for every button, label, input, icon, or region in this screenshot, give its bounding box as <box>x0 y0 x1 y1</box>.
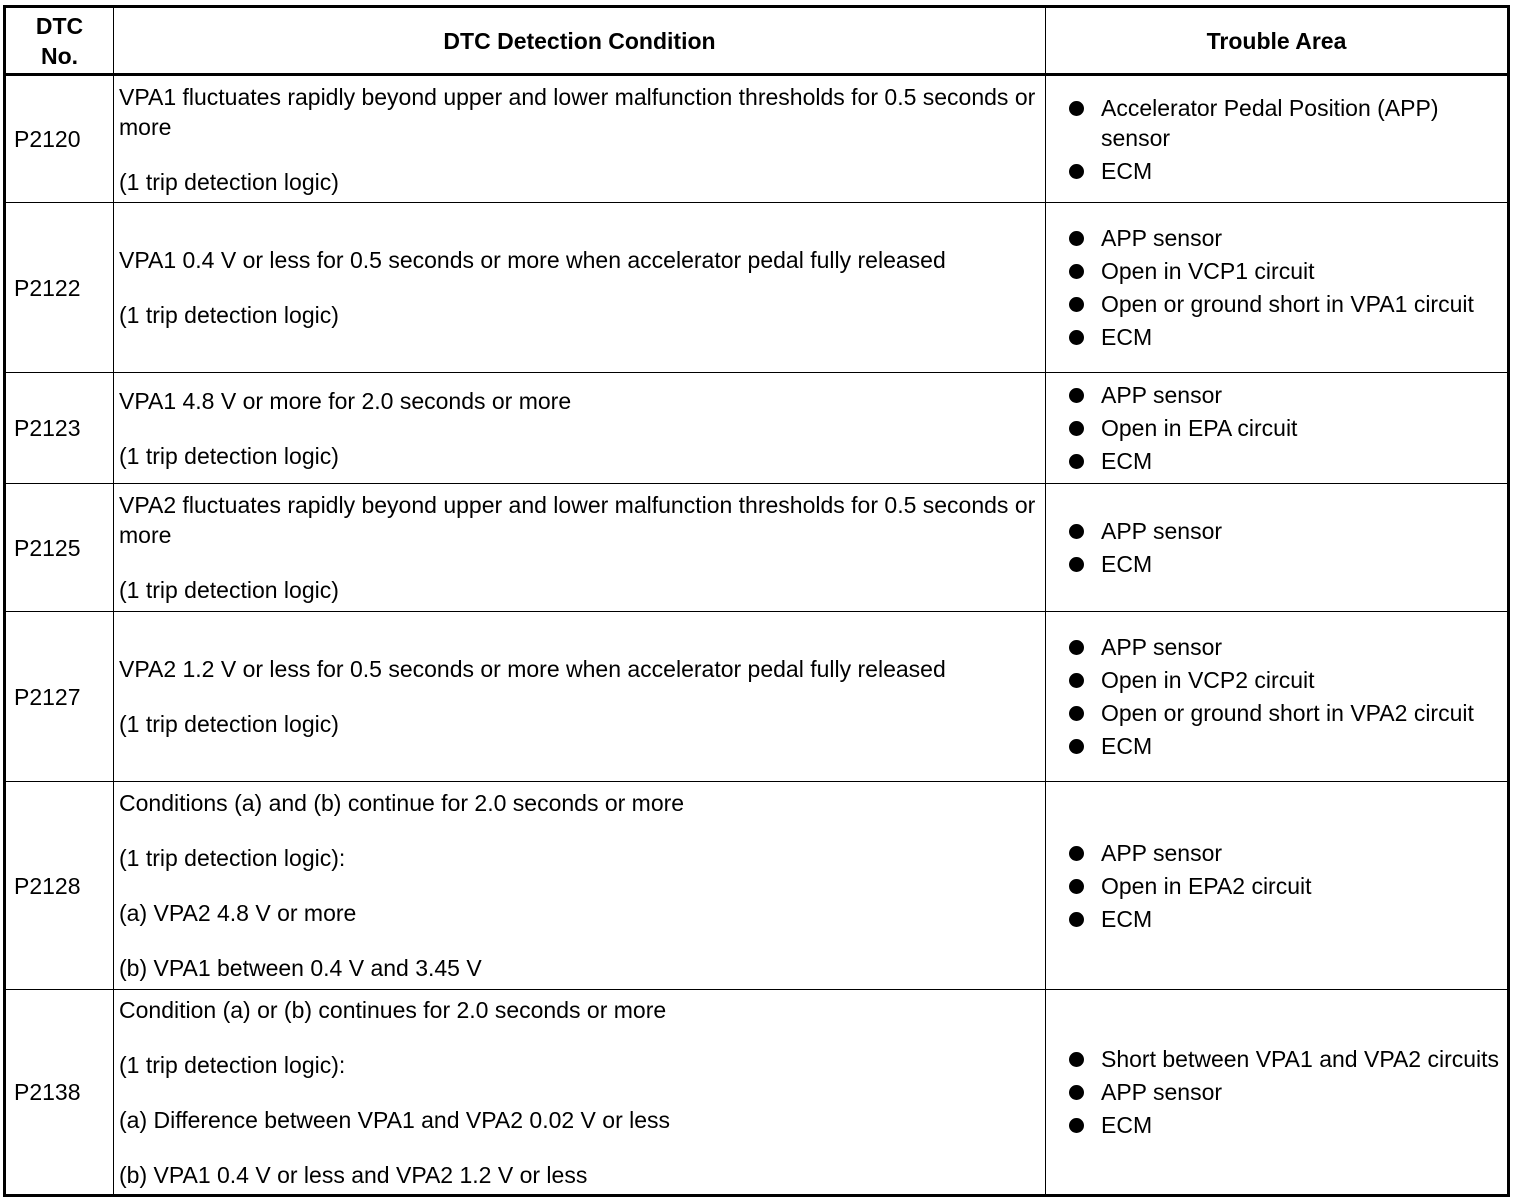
trouble-area-cell <box>1046 373 1509 484</box>
condition-line: (a) VPA2 4.8 V or more <box>119 900 357 926</box>
bullet-icon <box>1069 164 1084 179</box>
trouble-area-list <box>1066 516 1501 579</box>
list-item <box>1066 871 1501 901</box>
bullet-icon <box>1069 264 1084 279</box>
trouble-area-text: Open in VCP1 circuit <box>1101 258 1315 284</box>
bullet-icon <box>1069 524 1084 539</box>
condition-line: (1 trip detection logic) <box>119 442 339 469</box>
trouble-area-list <box>1066 223 1501 352</box>
trouble-area-text: APP sensor <box>1101 839 1223 866</box>
list-item <box>1066 1110 1501 1140</box>
detection-condition-cell <box>114 484 1046 612</box>
list-item <box>1066 446 1501 476</box>
trouble-area-cell <box>1046 75 1509 203</box>
condition-line: VPA1 0.4 V or less for 0.5 seconds or more when accelerator pedal fully released <box>119 247 946 273</box>
condition-line: Conditions (a) and (b) continue for 2.0 seconds or more <box>119 790 685 816</box>
bullet-icon <box>1069 1118 1084 1133</box>
trouble-area-cell <box>1046 782 1509 990</box>
condition-line: (1 trip detection logic): <box>119 845 346 871</box>
table-row <box>5 373 1509 484</box>
detection-condition-cell <box>114 612 1046 782</box>
list-item <box>1066 156 1501 186</box>
condition-line: VPA1 fluctuates rapidly beyond upper and lower malfunction thresholds for 0.5 seconds or more <box>119 83 1036 140</box>
bullet-icon <box>1069 706 1084 721</box>
list-item <box>1066 93 1501 153</box>
header-trouble-area: Trouble Area <box>1046 7 1509 75</box>
condition-line: (1 trip detection logic) <box>119 711 339 737</box>
list-item <box>1066 698 1501 728</box>
trouble-area-text: Open in VCP2 circuit <box>1101 667 1315 693</box>
trouble-area-text: Accelerator Pedal Position (APP) sensor <box>1101 94 1439 151</box>
trouble-area-list <box>1066 838 1501 934</box>
bullet-icon <box>1069 330 1084 345</box>
trouble-area-text: ECM <box>1101 157 1153 184</box>
list-item <box>1066 665 1501 695</box>
condition-line: (1 trip detection logic) <box>119 168 339 195</box>
detection-condition-cell <box>114 373 1046 484</box>
trouble-area-text: Open or ground short in VPA2 circuit <box>1101 700 1474 726</box>
bullet-icon <box>1069 846 1084 861</box>
detection-condition-cell <box>114 990 1046 1196</box>
list-item <box>1066 413 1501 443</box>
condition-line: (b) VPA1 between 0.4 V and 3.45 V <box>119 955 482 981</box>
bullet-icon <box>1069 673 1084 688</box>
trouble-area-text: ECM <box>1101 733 1153 759</box>
condition-line: VPA2 fluctuates rapidly beyond upper and lower malfunction thresholds for 0.5 seconds or more <box>119 492 1036 548</box>
list-item <box>1066 904 1501 934</box>
detection-condition-cell <box>114 203 1046 373</box>
list-item <box>1066 1044 1501 1074</box>
trouble-area-cell <box>1046 203 1509 373</box>
bullet-icon <box>1069 739 1084 754</box>
dtc-code: P2120 <box>5 75 114 203</box>
table-row <box>5 990 1509 1196</box>
bullet-icon <box>1069 454 1084 469</box>
trouble-area-text: APP sensor <box>1101 225 1223 251</box>
table-row <box>5 203 1509 373</box>
trouble-area-cell <box>1046 484 1509 612</box>
dtc-code: P2125 <box>5 484 114 612</box>
bullet-icon <box>1069 912 1084 927</box>
condition-line: (b) VPA1 0.4 V or less and VPA2 1.2 V or less <box>119 1161 588 1188</box>
dtc-code: P2128 <box>5 782 114 990</box>
trouble-area-text: APP sensor <box>1101 1079 1223 1105</box>
table-header <box>5 7 1509 75</box>
trouble-area-text: APP sensor <box>1101 382 1223 408</box>
table-row <box>5 75 1509 203</box>
list-item <box>1066 322 1501 352</box>
dtc-table <box>3 5 1510 1197</box>
bullet-icon <box>1069 1052 1084 1067</box>
condition-line: Condition (a) or (b) continues for 2.0 seconds or more <box>119 996 667 1023</box>
list-item <box>1066 632 1501 662</box>
bullet-icon <box>1069 388 1084 403</box>
trouble-area-text: ECM <box>1101 448 1153 474</box>
bullet-icon <box>1069 879 1084 894</box>
condition-line: VPA1 4.8 V or more for 2.0 seconds or more <box>119 387 572 414</box>
condition-line: (1 trip detection logic) <box>119 577 339 603</box>
trouble-area-text: APP sensor <box>1101 634 1223 660</box>
dtc-code: P2122 <box>5 203 114 373</box>
trouble-area-cell <box>1046 990 1509 1196</box>
dtc-code: P2138 <box>5 990 114 1196</box>
condition-line: (1 trip detection logic): <box>119 1051 346 1078</box>
list-item <box>1066 256 1501 286</box>
table-body <box>5 75 1509 1196</box>
header-detection-condition: DTC Detection Condition <box>114 7 1046 75</box>
bullet-icon <box>1069 557 1084 572</box>
list-item <box>1066 516 1501 546</box>
table-row <box>5 484 1509 612</box>
dtc-code: P2123 <box>5 373 114 484</box>
trouble-area-text: ECM <box>1101 1112 1153 1138</box>
condition-line: (1 trip detection logic) <box>119 302 339 328</box>
list-item <box>1066 380 1501 410</box>
trouble-area-list <box>1066 632 1501 761</box>
trouble-area-text: ECM <box>1101 324 1153 350</box>
list-item <box>1066 1077 1501 1107</box>
bullet-icon <box>1069 231 1084 246</box>
trouble-area-list <box>1066 93 1501 186</box>
header-row <box>5 7 1509 75</box>
trouble-area-text: Short between VPA1 and VPA2 circuits <box>1101 1046 1500 1072</box>
trouble-area-text: APP sensor <box>1101 518 1223 544</box>
bullet-icon <box>1069 101 1084 116</box>
trouble-area-text: ECM <box>1101 551 1153 577</box>
table-row <box>5 782 1509 990</box>
list-item <box>1066 549 1501 579</box>
trouble-area-list <box>1066 1044 1501 1140</box>
bullet-icon <box>1069 640 1084 655</box>
list-item <box>1066 223 1501 253</box>
trouble-area-cell <box>1046 612 1509 782</box>
header-dtc-no: DTC No. <box>5 7 114 75</box>
dtc-code: P2127 <box>5 612 114 782</box>
condition-line: VPA2 1.2 V or less for 0.5 seconds or more when accelerator pedal fully released <box>119 656 946 682</box>
detection-condition-cell <box>114 782 1046 990</box>
bullet-icon <box>1069 421 1084 436</box>
trouble-area-text: ECM <box>1101 905 1153 932</box>
bullet-icon <box>1069 297 1084 312</box>
trouble-area-text: Open in EPA circuit <box>1101 415 1298 441</box>
condition-line: (a) Difference between VPA1 and VPA2 0.02 V or less <box>119 1106 671 1133</box>
table-row <box>5 612 1509 782</box>
detection-condition-cell <box>114 75 1046 203</box>
list-item <box>1066 731 1501 761</box>
trouble-area-text: Open or ground short in VPA1 circuit <box>1101 291 1474 317</box>
trouble-area-text: Open in EPA2 circuit <box>1101 872 1312 899</box>
list-item <box>1066 838 1501 868</box>
list-item <box>1066 289 1501 319</box>
trouble-area-list <box>1066 380 1501 476</box>
bullet-icon <box>1069 1085 1084 1100</box>
